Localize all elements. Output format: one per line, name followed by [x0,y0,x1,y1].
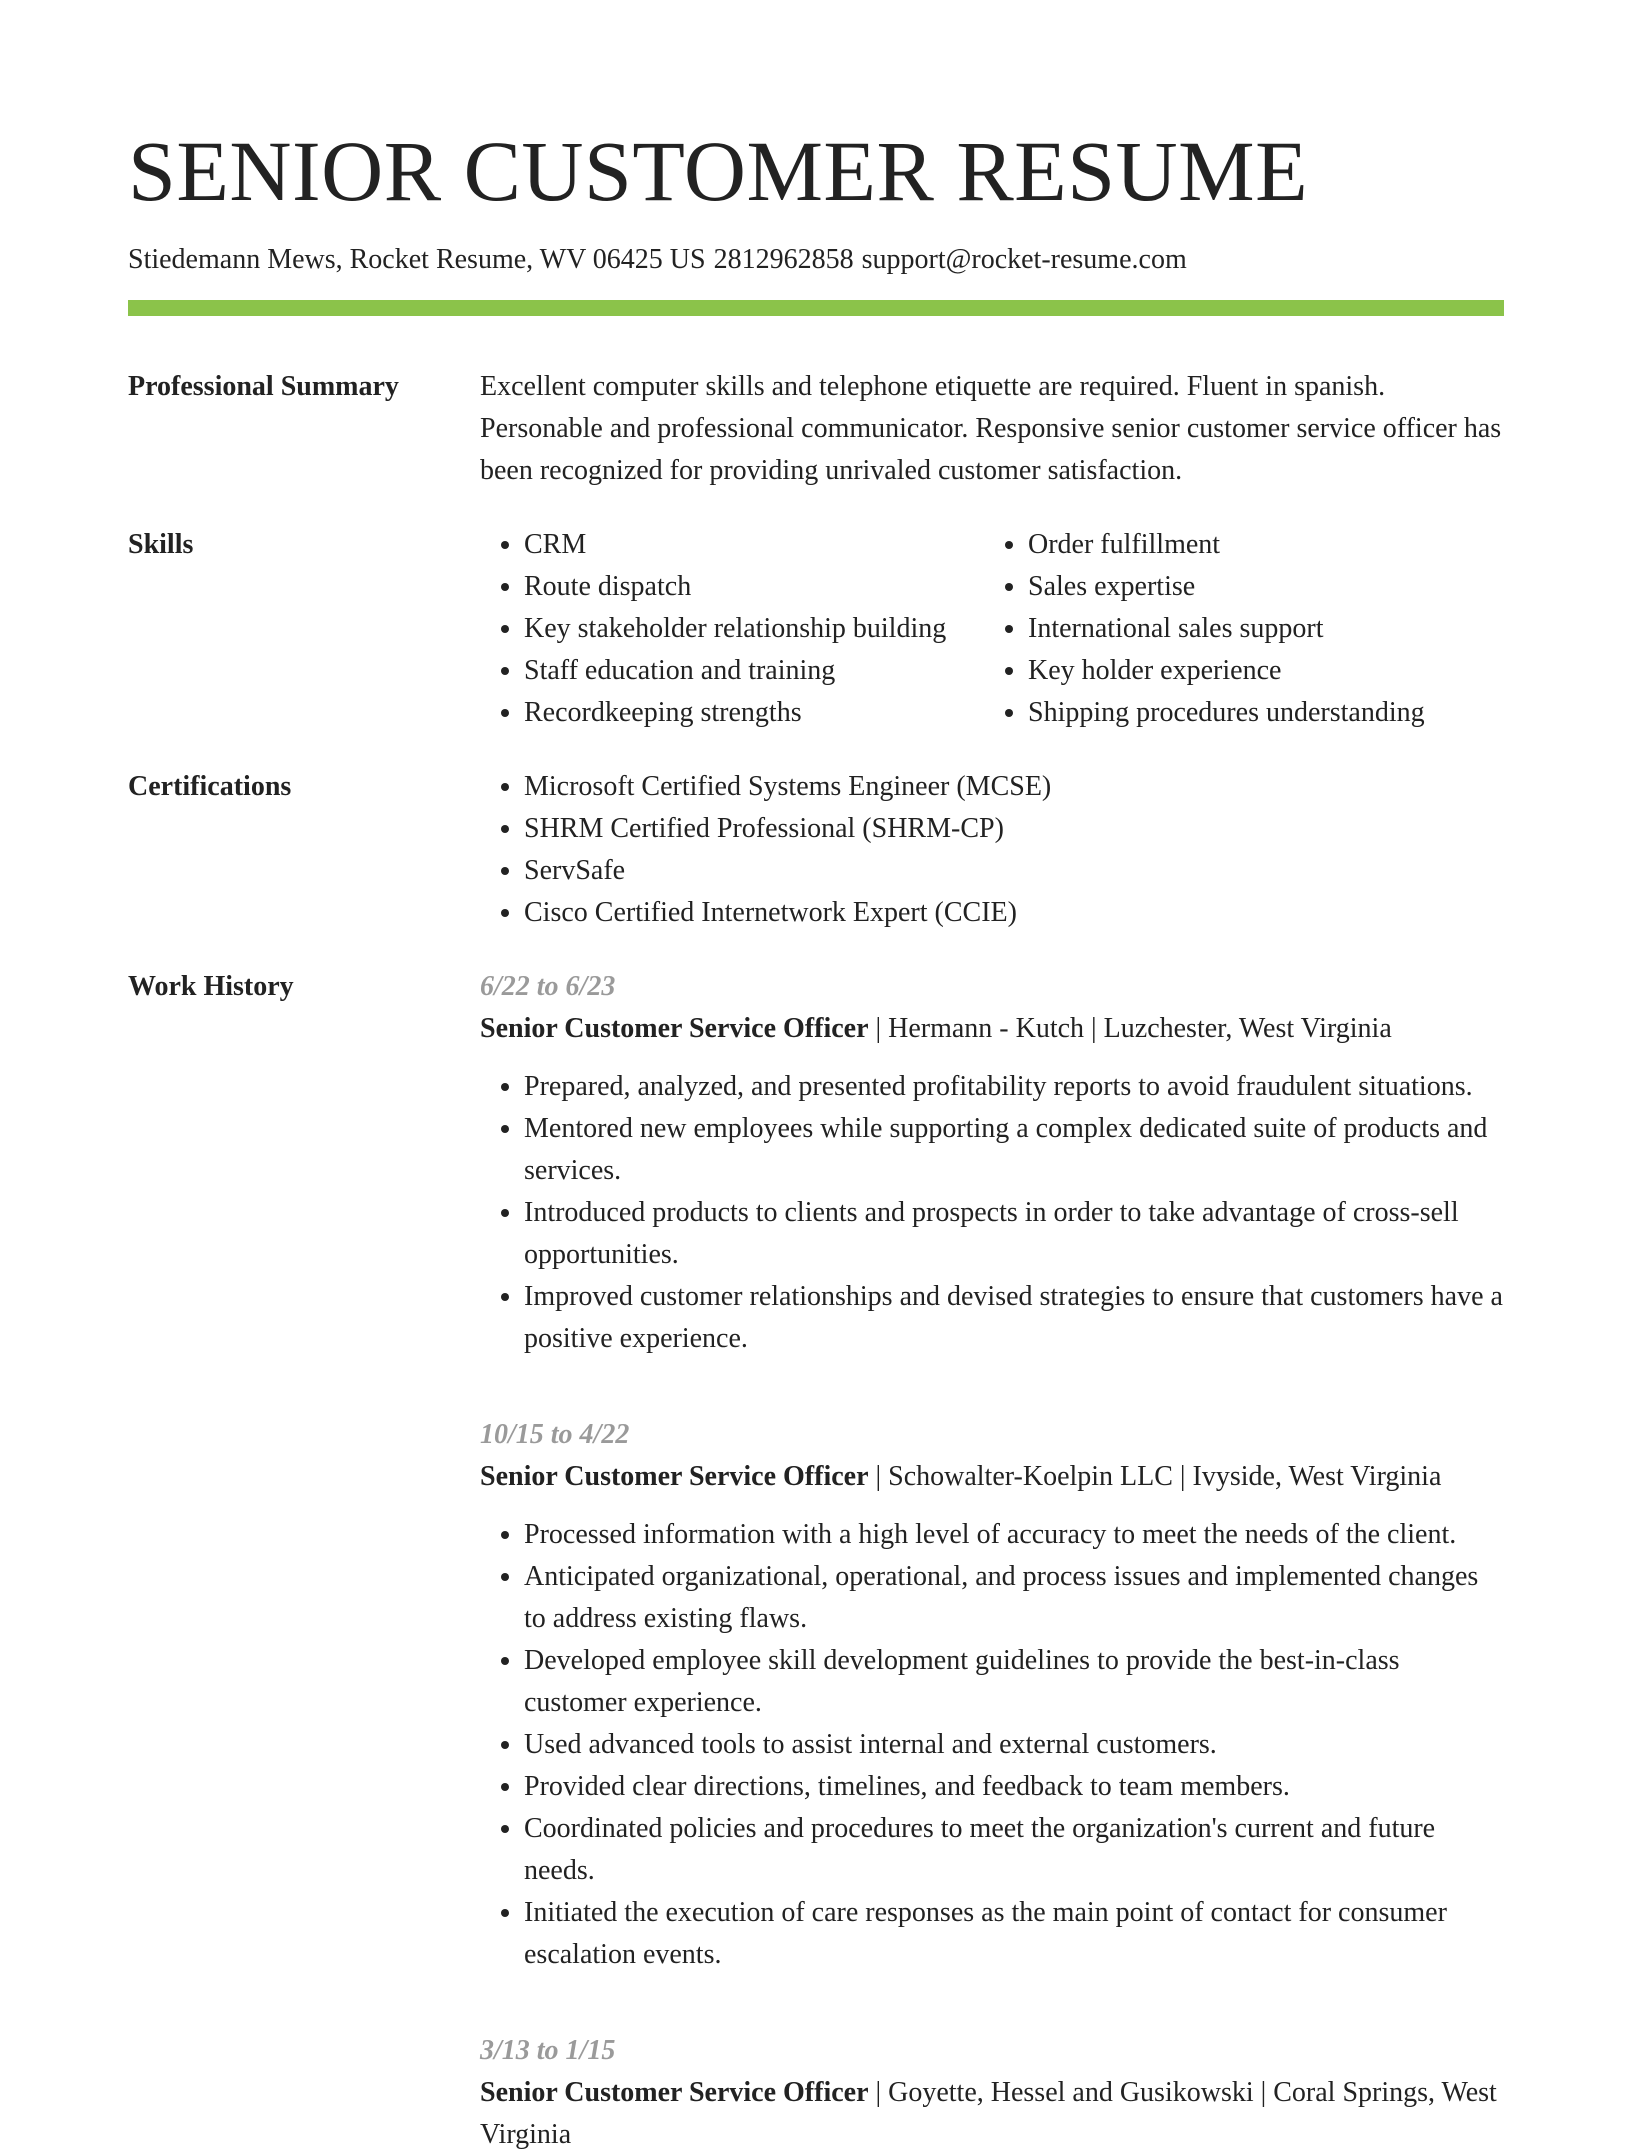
job-entry [480,2030,1504,2156]
summary-body [480,366,1504,492]
certification-item: • SHRM Certified Professional (SHRM-CP) [524,808,1504,850]
skill-item: • Order fulfillment [1028,524,1425,566]
job-bullet: • Used advanced tools to assist internal and external customers. [524,1724,1504,1766]
skills-list-right [984,524,1425,734]
skills-section [128,524,1504,734]
contact-address: Stiedemann Mews, Rocket Resume, WV 06425 US [128,244,706,275]
skill-item: • International sales support [1028,608,1425,650]
certifications-body [480,766,1504,934]
skills-body [480,524,1504,734]
job-heading [480,1008,1504,1050]
contact-phone: 2812962858 [713,244,854,275]
job-bullet: • Prepared, analyzed, and presented profitability reports to avoid fraudulent situations. [524,1066,1504,1108]
job-heading [480,2072,1504,2156]
skill-item: • Shipping procedures understanding [1028,692,1425,734]
job-bullet: • Coordinated policies and procedures to meet the organization's current and future needs. [524,1808,1504,1892]
skill-item: • Key holder experience [1028,650,1425,692]
job-dates: 3/13 to 1/15 [480,2035,616,2066]
resume-name: SENIOR CUSTOMER RESUME [128,123,1309,219]
summary-text: Excellent computer skills and telephone etiquette are required. Fluent in spanish. Personable and professional communicator. Responsive senior customer service officer has been recognized for providing unrivaled customer satisfaction. [480,371,1502,486]
certification-item: • Cisco Certified Internetwork Expert (CCIE) [524,892,1504,934]
job-heading [480,1456,1504,1498]
skill-item: • Route dispatch [524,566,984,608]
job-bullet: • Introduced products to clients and prospects in order to take advantage of cross-sell opportunities. [524,1192,1504,1276]
work-history-section [128,966,1504,2156]
contact-email: support@rocket-resume.com [861,244,1187,275]
job-bullet: • Anticipated organizational, operational, and process issues and implemented changes to address existing flaws. [524,1556,1504,1640]
job-dates: 6/22 to 6/23 [480,971,616,1002]
skill-item: • Recordkeeping strengths [524,692,984,734]
certification-item: • Microsoft Certified Systems Engineer (MCSE) [524,766,1504,808]
job-title: Senior Customer Service Officer [480,1013,869,1044]
job-bullet: • Processed information with a high level of accuracy to meet the needs of the client. [524,1514,1504,1556]
skill-item: • Staff education and training [524,650,984,692]
job-details: | Goyette, Hessel and Gusikowski | Coral Springs, West Virginia [480,2077,1497,2150]
skill-item: • Key stakeholder relationship building [524,608,984,650]
section-title: Certifications [128,771,292,802]
section-title: Work History [128,971,294,1002]
job-entry [480,1414,1504,1976]
job-bullet: • Developed employee skill development guidelines to provide the best-in-class customer experience. [524,1640,1504,1724]
contact-line [128,240,1504,280]
job-dates: 10/15 to 4/22 [480,1419,630,1450]
certifications-list [480,766,1504,934]
job-bullet: • Provided clear directions, timelines, and feedback to team members. [524,1766,1504,1808]
section-title: Skills [128,529,194,560]
job-details: | Hermann - Kutch | Luzchester, West Virginia [868,1013,1392,1044]
job-bullets [480,1514,1504,1976]
job-bullet: • Mentored new employees while supporting a complex dedicated suite of products and services. [524,1108,1504,1192]
summary-section [128,366,1504,492]
work-history-body [480,966,1504,2156]
job-title: Senior Customer Service Officer [480,2077,869,2108]
job-bullet: • Improved customer relationships and devised strategies to ensure that customers have a positive experience. [524,1276,1504,1360]
skill-item: • CRM [524,524,984,566]
section-title: Professional Summary [128,371,399,402]
job-entry [480,966,1504,1360]
header-divider [128,300,1504,316]
job-details: | Schowalter-Koelpin LLC | Ivyside, West Virginia [868,1461,1442,1492]
skills-list-left [480,524,984,734]
certification-item: • ServSafe [524,850,1504,892]
job-bullets [480,1066,1504,1360]
skill-item: • Sales expertise [1028,566,1425,608]
job-title: Senior Customer Service Officer [480,1461,869,1492]
job-bullet: • Initiated the execution of care responses as the main point of contact for consumer escalation events. [524,1892,1504,1976]
certifications-section [128,766,1504,934]
